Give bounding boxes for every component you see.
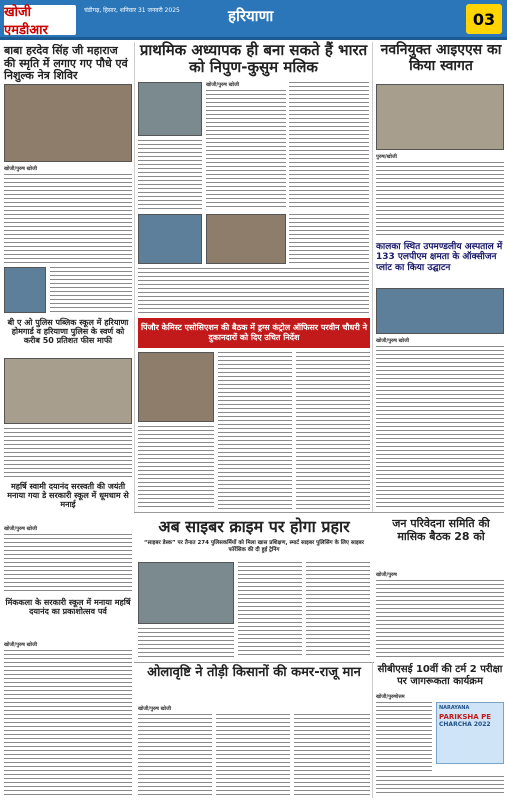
article-body — [238, 562, 302, 658]
section-rule — [134, 512, 504, 513]
headline-a10: मिंककला के सरकारी स्कूल में मनाया महर्षि दयानंद का प्रकाशोत्सव पर्व — [5, 598, 131, 617]
event-banner-photo — [436, 702, 504, 764]
article-body — [4, 534, 132, 594]
subhead-a8: “साइबर डेस्क” पर तैनात 274 पुलिसकर्मियों को मिला खास प्रशिक्षण, स्मार्ट साइबर पुलिसिंग के लिए साइबर फॉरेंसिक की दी हुई ट्रेनिंग — [143, 540, 365, 554]
article-body — [376, 346, 504, 510]
article-body — [138, 140, 202, 210]
article-body — [138, 714, 212, 796]
column-divider — [372, 42, 373, 512]
article-photo — [138, 352, 214, 422]
article-body — [376, 776, 504, 796]
headline-a6: बी ए ओ पुलिस पब्लिक स्कूल में हरियाणा होमगार्ड व हरियाणा पुलिस के स्वर्ण को करीब 50 प्रतिशत फीस माफी — [7, 318, 129, 346]
article-body — [4, 650, 132, 796]
byline: खोजी/पुरुष खोजी — [206, 82, 240, 88]
byline: खोजी/पुरुष खोजी — [376, 338, 410, 344]
headline-a4: पिंजौर केमिस्ट एसोसिएशन की बैठक में ड्रग्स कंट्रोल ऑफिसर परवीन चौधरी ने दुकानदारों को दिए उचित निर्देश — [138, 318, 370, 348]
byline: खोजी/पुरुष — [376, 572, 397, 578]
headline-a9: जन परिवेदना समिति की मासिक बैठक 28 को — [392, 517, 490, 543]
headline-a3: नवनियुक्त आइएएस का किया स्वागत — [380, 42, 502, 75]
byline: पुरुष/खोजी — [376, 154, 397, 160]
byline: खोजी/पुरुषोत्तम — [376, 694, 405, 700]
article-photo — [376, 84, 504, 150]
page-number: 03 — [466, 4, 502, 34]
article-body — [138, 268, 369, 314]
article-photo — [138, 562, 234, 624]
ad-brand: NARAYANA — [439, 705, 470, 711]
byline: खोजी/पुरुष खोजी — [4, 526, 38, 532]
article-body — [306, 562, 370, 658]
article-body — [138, 628, 234, 658]
article-body — [376, 702, 432, 772]
article-photo — [4, 267, 46, 313]
column-divider — [372, 662, 373, 798]
article-photo — [138, 82, 202, 136]
headline-a7: महर्षि स्वामी दयानंद सरस्वती की जयंती मनाया गया डे सरकारी स्कूल में धूमधाम से मनाई — [7, 482, 129, 510]
byline: खोजी/पुरुष खोजी — [138, 706, 172, 712]
article-photo — [376, 288, 504, 334]
headline-a11: ओलावृष्टि ने तोड़ी किसानों की कमर-राजू मान — [147, 665, 361, 680]
article-body — [289, 214, 369, 264]
headline-a5: कालका स्थित उपमण्डलीय अस्पताल में 133 एलपीएम क्षमता के ऑक्सीजन प्लांट का किया उद्घाटन — [376, 242, 503, 273]
article-body — [138, 426, 214, 510]
article-body — [376, 580, 504, 658]
headline-a1: बाबा हरदेव सिंह जी महाराज की स्मृति में लगाए गए पौधे एवं निशुल्क नेत्र शिविर — [4, 44, 128, 83]
dateline: चंडीगढ़, हिसार, शनिवार 31 जनवरी 2025 — [84, 7, 180, 14]
column-divider — [134, 42, 135, 512]
newspaper-logo: खोजी एमडीआर — [4, 5, 76, 35]
article-body — [206, 90, 286, 210]
ad-title: PARIKSHA PE — [439, 713, 491, 721]
section-rule — [134, 662, 374, 663]
article-body — [294, 714, 370, 796]
headline-a12: सीबीएसई 10वीं की टर्म 2 परीक्षा पर जागरूकता कार्यक्रम — [377, 664, 503, 687]
article-body — [289, 82, 369, 210]
article-body — [216, 714, 290, 796]
headline-a8: अब साइबर क्राइम पर होगा प्रहार — [158, 517, 350, 536]
article-photo — [4, 84, 132, 162]
article-body — [218, 352, 292, 510]
article-photo — [206, 214, 286, 264]
article-photo — [4, 358, 132, 424]
byline: खोजी/पुरुष खोजी — [4, 642, 38, 648]
article-body — [4, 428, 132, 478]
byline: खोजी/पुरुष खोजी — [4, 166, 38, 172]
article-photo — [138, 214, 202, 264]
ad-sub: CHARCHA 2022 — [439, 721, 491, 728]
article-body — [4, 174, 132, 264]
article-body — [50, 267, 132, 313]
article-body — [296, 352, 370, 510]
article-body — [376, 162, 504, 238]
section-title: हरियाणा — [228, 7, 274, 25]
headline-a2: प्राथमिक अध्यापक ही बना सकते हैं भारत को निपुण-कुसुम मलिक — [139, 41, 368, 77]
